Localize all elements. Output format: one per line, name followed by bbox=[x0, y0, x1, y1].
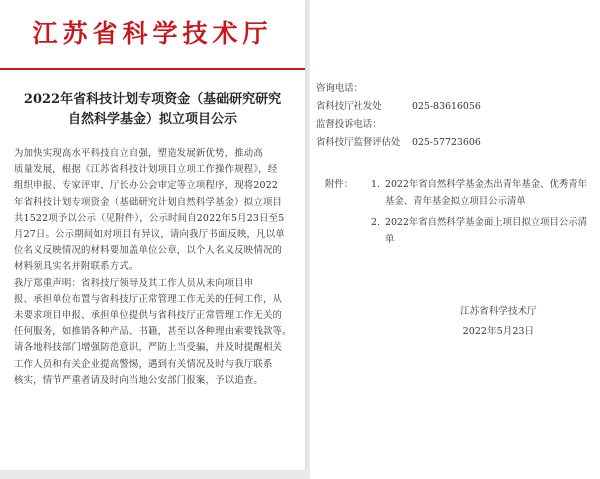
body-line: 任何服务，如推销各种产品、书籍，甚至以各种理由索要钱款等。 bbox=[14, 326, 292, 338]
body-line: 年省科技计划专项资金（基础研究计划自然科学基金）拟立项目 bbox=[14, 196, 283, 208]
complaint-phone-label: 监督投诉电话： bbox=[316, 119, 382, 130]
body-line: 核实，情节严重者请及时向当地公安部门报案，予以追查。 bbox=[14, 374, 263, 386]
consult-phone-label: 咨询电话： bbox=[316, 83, 363, 94]
body-line: 工作人员和有关企业提高警惕，遇到有关情况及时与我厅联系 bbox=[14, 358, 273, 370]
attachment-text: 2022年省自然科学基金杰出青年基金、优秀青年基金、青年基金拟立项目公示清单 bbox=[385, 179, 587, 207]
attachment-number: 2. bbox=[371, 217, 380, 228]
consult-phone-number: 025-83616056 bbox=[412, 101, 481, 112]
attachment-item bbox=[325, 176, 595, 210]
attachment-item bbox=[325, 214, 595, 248]
body-line: 质量发展，根据《江苏省科技计划项目立项工作操作规程》，经 bbox=[14, 164, 278, 176]
attachments-section bbox=[325, 176, 595, 248]
signature-block bbox=[460, 302, 537, 342]
body-line: 月27日。公示期间如对项目有异议，请向我厅书面反映，凡以单 bbox=[14, 229, 285, 241]
body-line: 位名义反映情况的材料要加盖单位公章，以个人名义反映情况的 bbox=[14, 245, 283, 257]
body-line: 组织申报、专家评审、厅长办公会审定等立项程序，现将2022 bbox=[14, 180, 279, 192]
body-line: 共1522项予以公示（见附件），公示时间自2022年5月23日至5 bbox=[14, 212, 285, 224]
complaint-dept: 省科技厅监督评估处 bbox=[316, 137, 401, 148]
body-line: 报、承担单位布置与省科技厅正常管理工作无关的任何工作，从 bbox=[14, 293, 283, 305]
document-body bbox=[14, 146, 296, 389]
consult-dept: 省科技厅社发处 bbox=[316, 101, 382, 112]
document-title-line-1: 2022年省科技计划专项资金（基础研究研究 bbox=[23, 92, 282, 107]
contact-section bbox=[316, 80, 481, 152]
signature-org: 江苏省科学技术厅 bbox=[460, 306, 537, 317]
body-line: 请各地科技部门增强防范意识，严防上当受骗，并及时提醒相关 bbox=[14, 342, 283, 354]
attachment-text: 2022年省自然科学基金面上项目拟立项目公示清单 bbox=[385, 217, 587, 245]
complaint-phone-number: 025-57723606 bbox=[412, 137, 481, 148]
body-line: 我厅郑重声明：省科技厅领导及其工作人员从未向项目申 bbox=[14, 277, 254, 289]
attachment-number: 1. bbox=[371, 179, 380, 190]
body-line: 为加快实现高水平科技自立自强，塑造发展新优势，推动高 bbox=[14, 148, 263, 159]
signature-date: 2022年5月23日 bbox=[462, 326, 535, 337]
body-line: 材料须具实名并附联系方式。 bbox=[14, 261, 139, 273]
attachments-lead: 附件： bbox=[325, 179, 354, 190]
body-line: 未要求项目申报、承担单位提供与省科技厅正常管理工作无关的 bbox=[14, 310, 283, 322]
document-title bbox=[10, 90, 295, 130]
letterhead-red-rule bbox=[0, 68, 305, 70]
complaint-phone-row bbox=[316, 134, 481, 152]
consult-phone-row bbox=[316, 98, 481, 116]
letterhead-title: 江苏省科学技术厅 bbox=[32, 19, 273, 48]
document-title-line-2: 自然科学基金）拟立项目公示 bbox=[67, 112, 237, 127]
